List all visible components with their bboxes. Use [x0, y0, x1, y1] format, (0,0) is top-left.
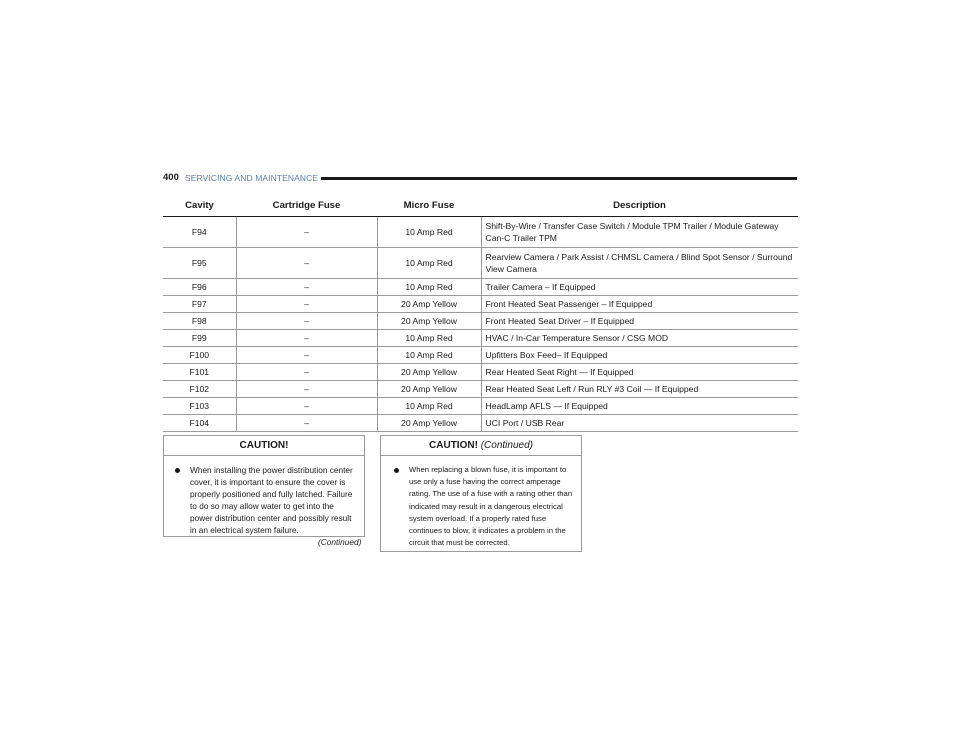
- micro-cell: 10 Amp Red: [377, 248, 481, 279]
- column-header-cavity: Cavity: [163, 195, 236, 217]
- table-row: [163, 217, 798, 248]
- caution-body: [381, 456, 581, 555]
- description-cell: Front Heated Seat Driver – If Equipped: [481, 313, 798, 330]
- micro-cell: 20 Amp Yellow: [377, 381, 481, 398]
- column-header-cartridge-fuse: Cartridge Fuse: [236, 195, 377, 217]
- table-row: [163, 313, 798, 330]
- cartridge-cell: –: [236, 415, 377, 432]
- table-row: [163, 381, 798, 398]
- micro-cell: 20 Amp Yellow: [377, 296, 481, 313]
- cartridge-cell: –: [236, 248, 377, 279]
- table-row: [163, 347, 798, 364]
- table-row: [163, 279, 798, 296]
- cartridge-cell: –: [236, 347, 377, 364]
- cavity-cell: F100: [163, 347, 236, 364]
- description-cell: Rear Heated Seat Right — If Equipped: [481, 364, 798, 381]
- caution-box-right: [380, 435, 582, 552]
- table-row: [163, 248, 798, 279]
- micro-cell: 10 Amp Red: [377, 330, 481, 347]
- cavity-cell: F94: [163, 217, 236, 248]
- cavity-cell: F97: [163, 296, 236, 313]
- table-row: [163, 330, 798, 347]
- cartridge-cell: –: [236, 279, 377, 296]
- micro-cell: 20 Amp Yellow: [377, 313, 481, 330]
- table-row: [163, 364, 798, 381]
- cartridge-cell: –: [236, 296, 377, 313]
- caution-title: CAUTION! (Continued): [381, 436, 581, 456]
- micro-cell: 10 Amp Red: [377, 347, 481, 364]
- cartridge-cell: –: [236, 364, 377, 381]
- micro-cell: 20 Amp Yellow: [377, 364, 481, 381]
- micro-cell: 10 Amp Red: [377, 279, 481, 296]
- micro-cell: 10 Amp Red: [377, 217, 481, 248]
- section-title: SERVICING AND MAINTENANCE: [185, 173, 319, 183]
- cavity-cell: F101: [163, 364, 236, 381]
- description-cell: Front Heated Seat Passenger – If Equipped: [481, 296, 798, 313]
- cartridge-cell: –: [236, 381, 377, 398]
- header-rule: [321, 177, 797, 180]
- description-cell: Trailer Camera – If Equipped: [481, 279, 798, 296]
- cavity-cell: F95: [163, 248, 236, 279]
- page-number: 400: [163, 172, 179, 183]
- description-cell: Shift-By-Wire / Transfer Case Switch / Module TPM Trailer / Module Gateway Can-C Trailer TPM: [481, 217, 798, 248]
- description-cell: UCI Port / USB Rear: [481, 415, 798, 432]
- table-header-row: [163, 195, 798, 217]
- description-cell: Rearview Camera / Park Assist / CHMSL Camera / Blind Spot Sensor / Surround View Camera: [481, 248, 798, 279]
- cartridge-cell: –: [236, 330, 377, 347]
- column-header-description: Description: [481, 195, 798, 217]
- description-cell: Upfitters Box Feed– If Equipped: [481, 347, 798, 364]
- caution-title: CAUTION!: [164, 436, 364, 456]
- cavity-cell: F103: [163, 398, 236, 415]
- table-row: [163, 398, 798, 415]
- cavity-cell: F96: [163, 279, 236, 296]
- continued-label: (Continued): [318, 537, 362, 547]
- description-cell: Rear Heated Seat Left / Run RLY #3 Coil — If Equipped: [481, 381, 798, 398]
- caution-text: When installing the power distribution center cover, it is important to ensure the cover is properly positioned and fully latched. Failure to do so may allow water to get into the power distribution center and possibly result in an electrical system failure.: [190, 465, 353, 535]
- description-cell: HeadLamp AFLS — If Equipped: [481, 398, 798, 415]
- description-cell: HVAC / In-Car Temperature Sensor / CSG MOD: [481, 330, 798, 347]
- cavity-cell: F98: [163, 313, 236, 330]
- micro-cell: 10 Amp Red: [377, 398, 481, 415]
- caution-text: When replacing a blown fuse, it is important to use only a fuse having the correct amperage rating. The use of a fuse with a rating other than indicated may result in a dangerous electrical system overload. If a properly rated fuse continues to blow, it indicates a problem in the circuit that must be corrected.: [409, 465, 573, 548]
- cavity-cell: F99: [163, 330, 236, 347]
- caution-body: [164, 456, 364, 542]
- cartridge-cell: –: [236, 217, 377, 248]
- cartridge-cell: –: [236, 313, 377, 330]
- fuse-table: [163, 195, 798, 432]
- cavity-cell: F102: [163, 381, 236, 398]
- micro-cell: 20 Amp Yellow: [377, 415, 481, 432]
- caution-box-left: [163, 435, 365, 537]
- cavity-cell: F104: [163, 415, 236, 432]
- cartridge-cell: –: [236, 398, 377, 415]
- bullet-icon: [175, 468, 180, 473]
- column-header-micro-fuse: Micro Fuse: [377, 195, 481, 217]
- table-row: [163, 296, 798, 313]
- table-row: [163, 415, 798, 432]
- bullet-icon: [394, 468, 399, 473]
- page-header: [163, 172, 797, 186]
